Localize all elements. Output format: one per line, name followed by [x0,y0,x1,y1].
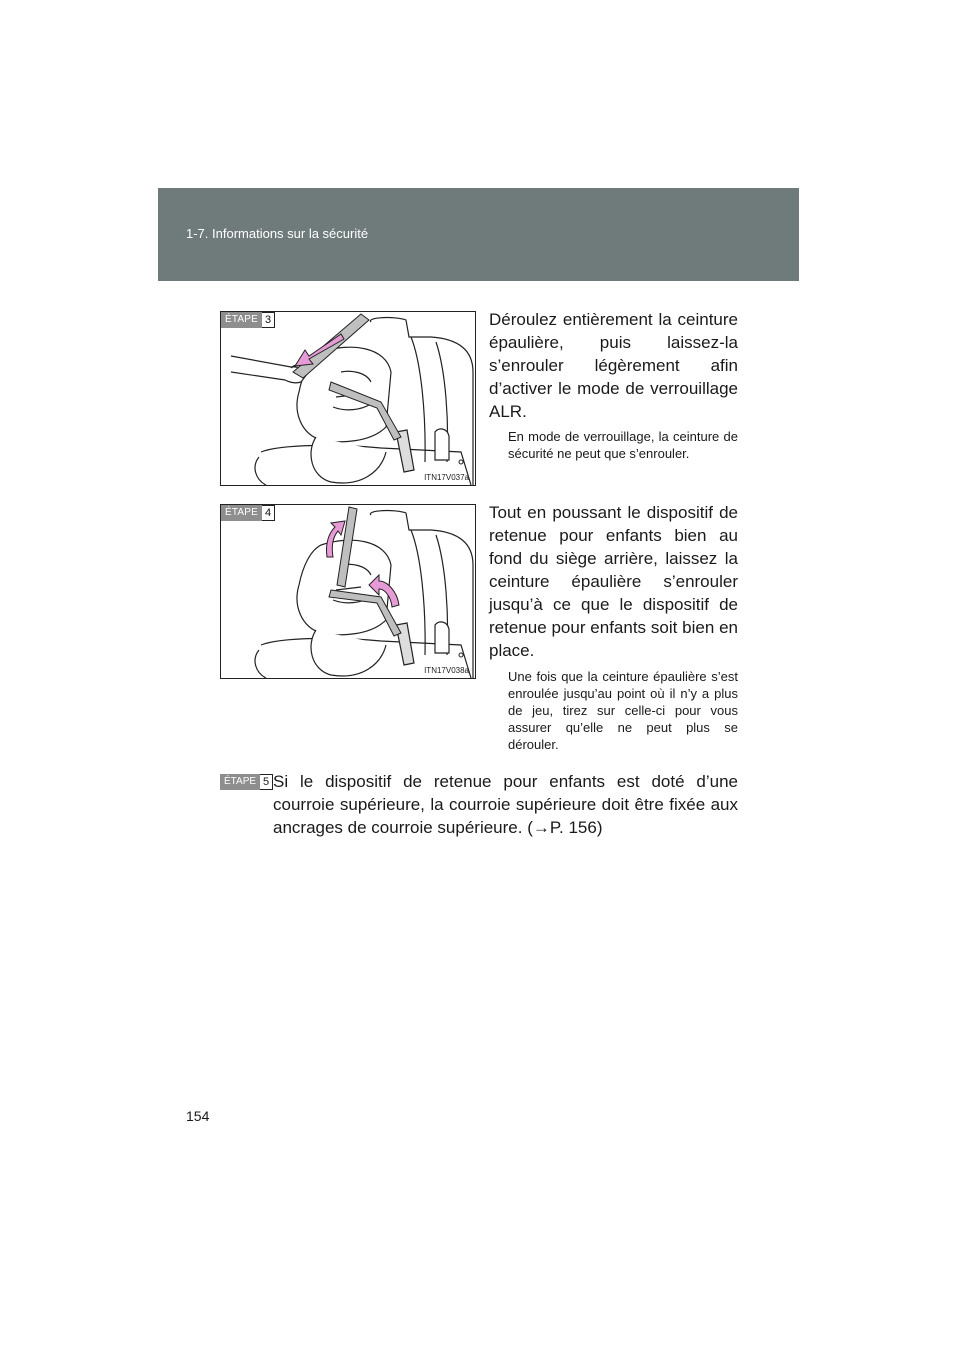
figure-step-3 [220,311,476,486]
child-seat-illustration-retract-belt [221,505,475,678]
step-badge-label: ÉTAPE [221,312,262,328]
step-badge-label: ÉTAPE [221,505,262,521]
figure-code: ITN17V038a [424,666,469,675]
figure-step-4 [220,504,476,679]
child-seat-illustration-pull-belt [221,312,475,485]
step-5-instruction: Si le dispositif de retenue pour enfants est doté d’une courroie supérieure, la courroie supérieure doit être fixée aux ancrages de courroie supérieure. (→P. 156) [273,772,738,837]
step-badge [221,505,275,521]
figure-code: ITN17V037a [424,473,469,482]
step-badge-5 [220,774,273,790]
step-4-note: Une fois que la ceinture épaulière s’est enroulée jusqu’au point où il n’y a plus de jeu, tirez sur celle-ci pour vous assurer qu’elle ne peut plus se dérouler. [508,669,738,752]
step-3-note: En mode de verrouillage, la ceinture de sécurité ne peut que s’enrouler. [508,429,738,461]
step-badge-number: 5 [260,774,273,790]
section-title: 1-7. Informations sur la sécurité [186,226,369,241]
step-badge-label: ÉTAPE [220,774,260,790]
step-4-instruction: Tout en poussant le dispositif de retenue pour enfants bien au fond du siège arrière, laissez la ceinture épaulière s’enrouler jusqu’à ce que le dispositif de retenue pour enfants soit bien en place. [489,503,738,660]
header-band [158,188,799,281]
page-number: 154 [186,1108,210,1124]
step-badge-number: 3 [262,312,275,328]
step-badge-number: 4 [262,505,275,521]
step-3-instruction: Déroulez entièrement la ceinture épaulière, puis laissez-la s’enrouler légèrement afin d’activer le mode de verrouillage ALR. [489,310,738,421]
step-badge [221,312,275,328]
